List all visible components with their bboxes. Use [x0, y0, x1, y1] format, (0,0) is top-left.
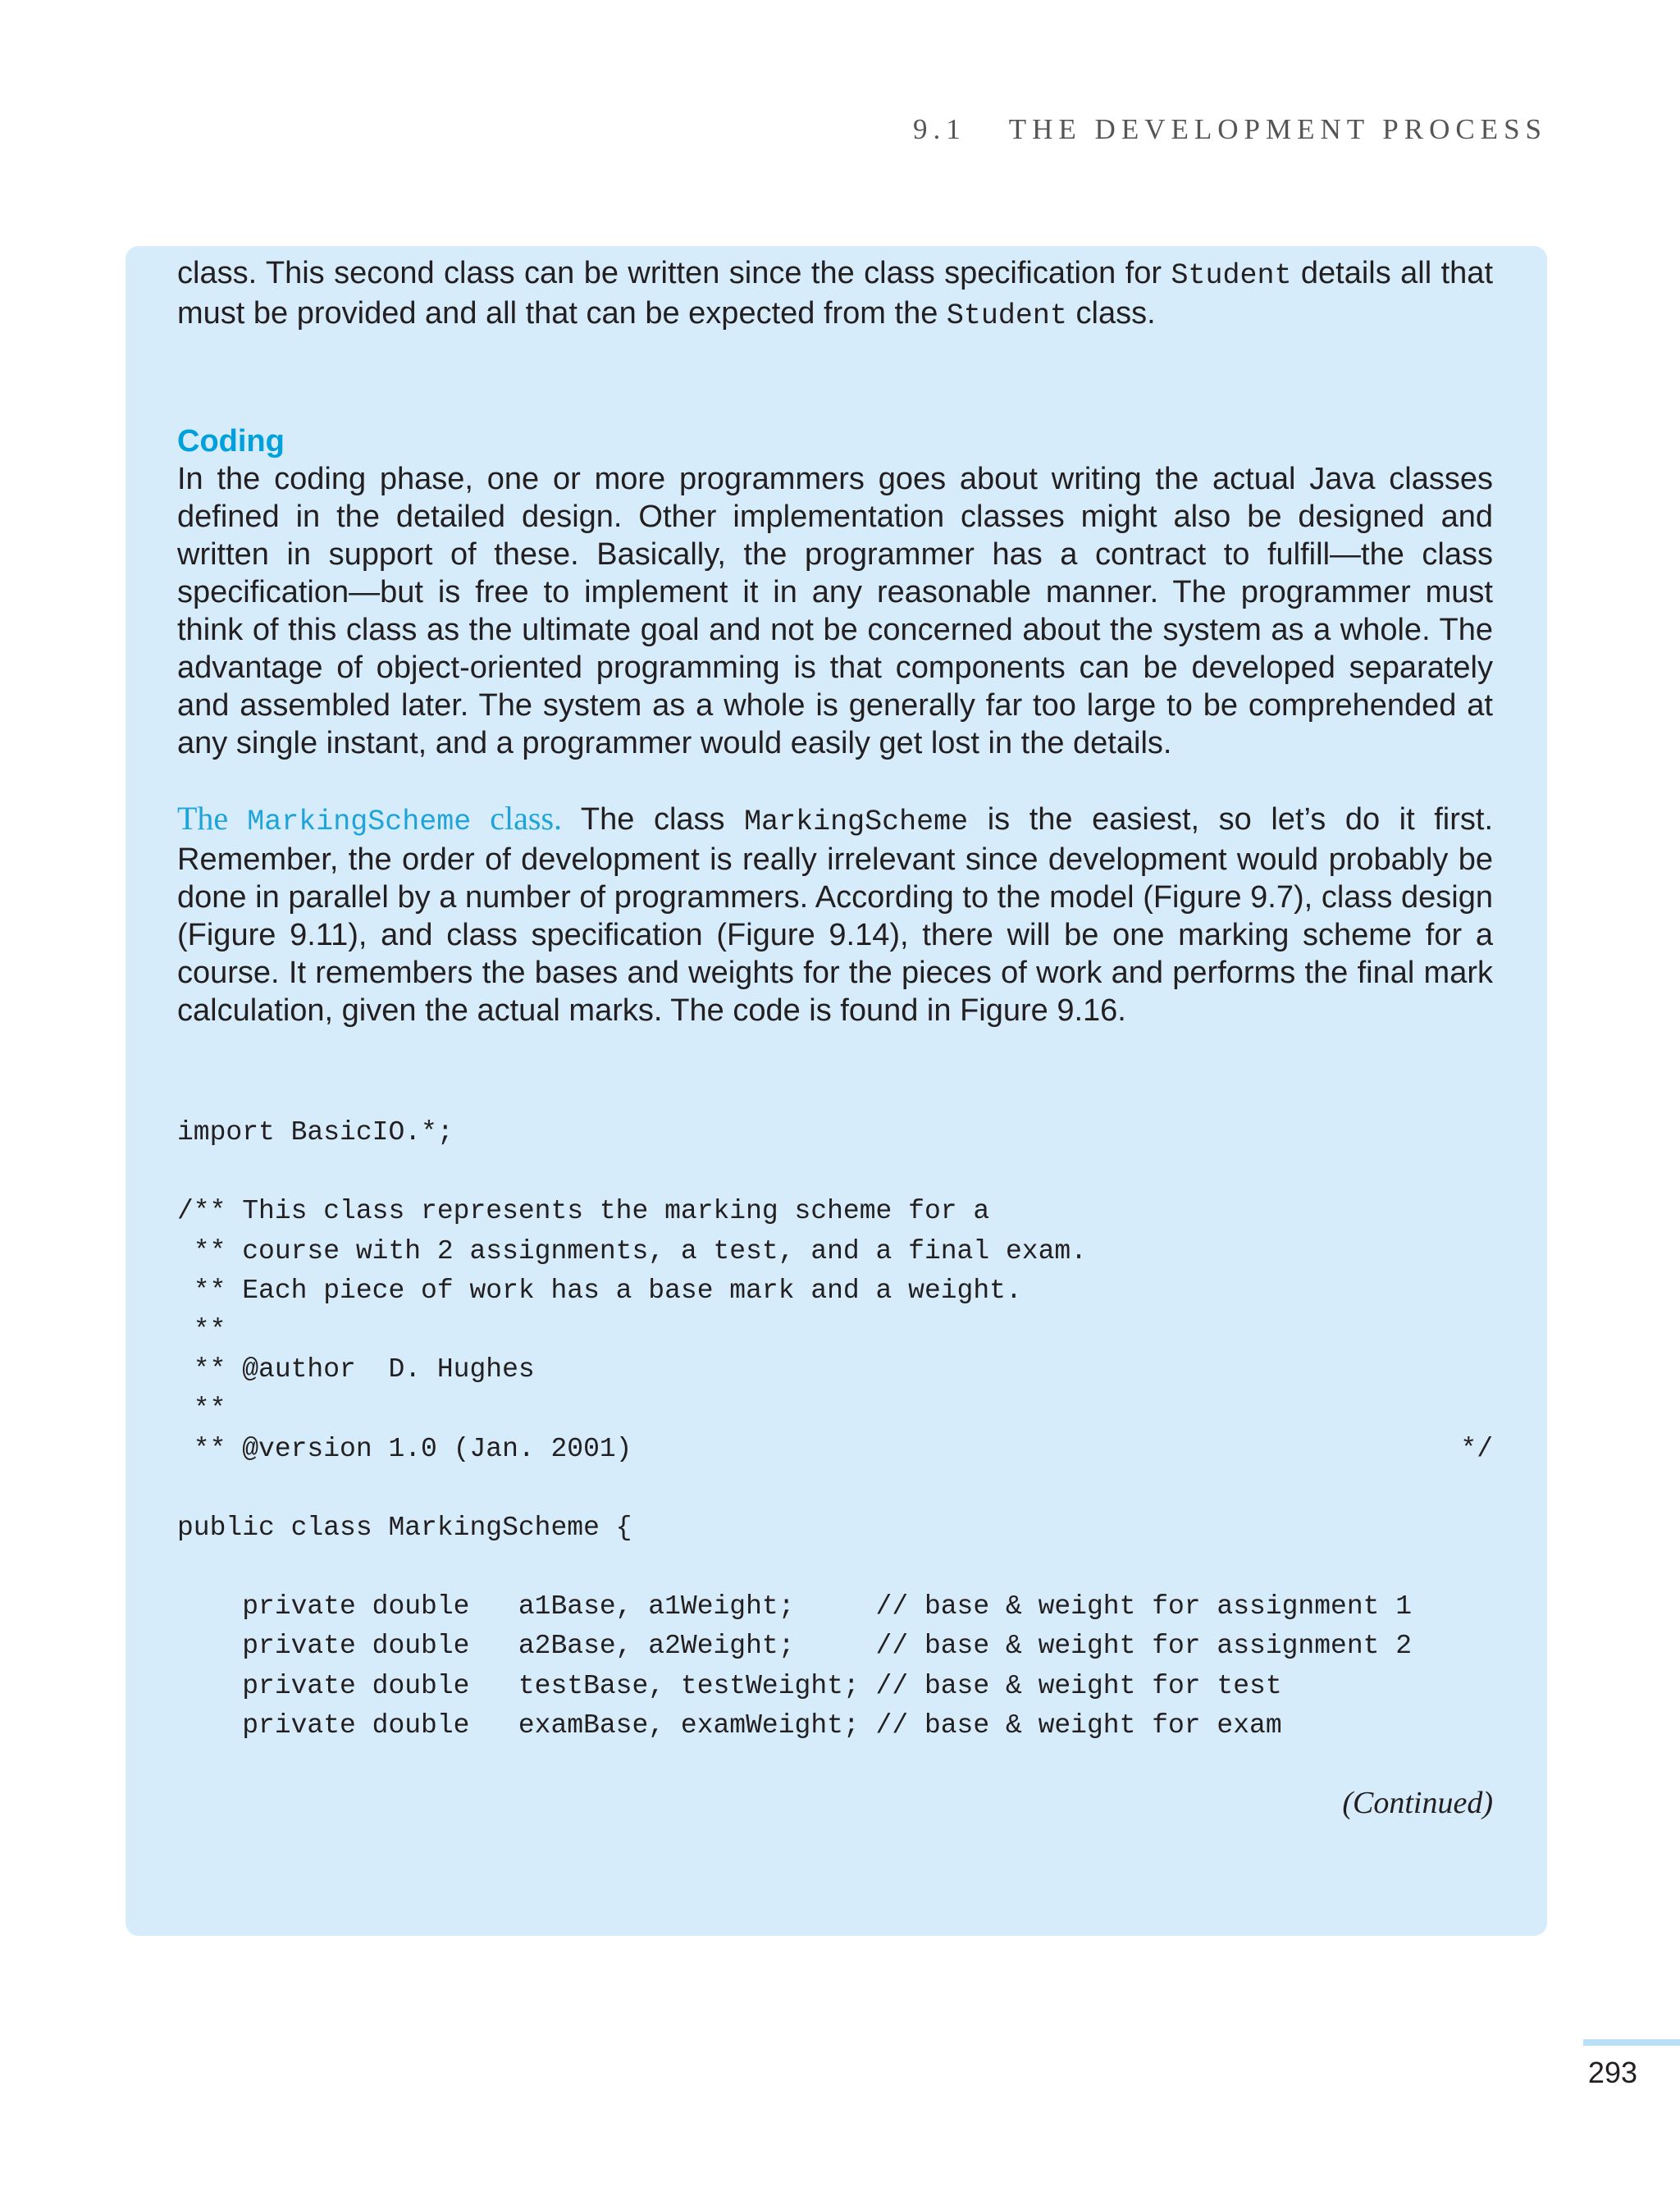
coding-paragraph: In the coding phase, one or more programmers goes about writing the actual Java classes defined in the detailed design. Other implementation classes might also be designed and written in support of these. Basically, the programmer has a contract to fulfill—the class specification—but is free to implement it in any reasonable manner. The programmer must think of this class as the ultimate goal and not be concerned about the system as a whole. The advantage of object-oriented programming is that components can be developed separately and assembled later. The system as a whole is generally far too large to be comprehended at any single instant, and a programmer would easily get lost in the details.	[177, 462, 1493, 760]
coding-heading: Coding	[177, 424, 285, 459]
page-number-rule	[1583, 2039, 1680, 2046]
code-field-line: private double examBase, examWeight; // base & weight for exam	[177, 1709, 1282, 1741]
code-blank-line	[177, 1152, 1493, 1192]
marking-text-2: is the easiest, so let’s do it first. Remember, the order of development is really irrelevant since development would probably be done in parallel by a number of programmers. According to the model (Figure 9.7), class design (Figure 9.11), and class specification (Figure 9.14), there will be one marking scheme for a course. It remembers the bases and weights for the pieces of work and performs the final mark calculation, given the actual marks. The code is found in Figure 9.16.	[177, 802, 1494, 1028]
code-import-line: import BasicIO.*;	[177, 1117, 454, 1148]
code-blank-line	[177, 1469, 1493, 1508]
inline-code-student: Student	[1171, 259, 1292, 292]
intro-text-2: details all that must be provided and all that can be expected from the	[177, 256, 1493, 331]
code-field-line: private double a2Base, a2Weight; // base & weight for assignment 2	[177, 1631, 1413, 1662]
code-comment-line: ** course with 2 assignments, a test, and a final exam.	[177, 1235, 1087, 1267]
code-field-line: private double a1Base, a1Weight; // base & weight for assignment 1	[177, 1591, 1413, 1623]
code-comment-line: /** This class represents the marking scheme for a	[177, 1196, 990, 1227]
marking-scheme-runin-heading: The MarkingScheme class.	[177, 800, 563, 838]
code-listing	[177, 1113, 1493, 1746]
code-comment-line: ** @author D. Hughes	[177, 1354, 535, 1385]
intro-text-3: class.	[1066, 296, 1156, 331]
code-blank-line	[177, 1548, 1493, 1587]
inline-code-markingscheme: MarkingScheme	[744, 806, 969, 838]
panel-content	[177, 254, 1493, 1821]
marking-text-1: The class	[562, 802, 745, 837]
continued-label: (Continued)	[1342, 1786, 1493, 1820]
intro-text-1: class. This second class can be written since the class specification for	[177, 256, 1171, 290]
intro-paragraph	[177, 254, 1493, 335]
code-version-line: ** @version 1.0 (Jan. 2001) */	[177, 1430, 1493, 1469]
code-comment-line: ** Each piece of work has a base mark and a weight.	[177, 1275, 1022, 1306]
code-comment-line: **	[177, 1314, 226, 1345]
code-comment-close: */	[1460, 1433, 1493, 1464]
content-panel	[126, 246, 1547, 1936]
code-field-line: private double testBase, testWeight; // base & weight for test	[177, 1670, 1282, 1701]
code-class-declaration: public class MarkingScheme {	[177, 1512, 632, 1543]
marking-scheme-paragraph	[177, 800, 1493, 1029]
runin-code: MarkingScheme	[247, 806, 472, 838]
code-comment-line: **	[177, 1394, 226, 1425]
section-number: 9.1	[913, 113, 966, 145]
page-number: 293	[1587, 2056, 1637, 2089]
section-title: THE DEVELOPMENT PROCESS	[1008, 113, 1547, 145]
running-head	[913, 113, 1547, 146]
inline-code-student-2: Student	[946, 299, 1067, 332]
